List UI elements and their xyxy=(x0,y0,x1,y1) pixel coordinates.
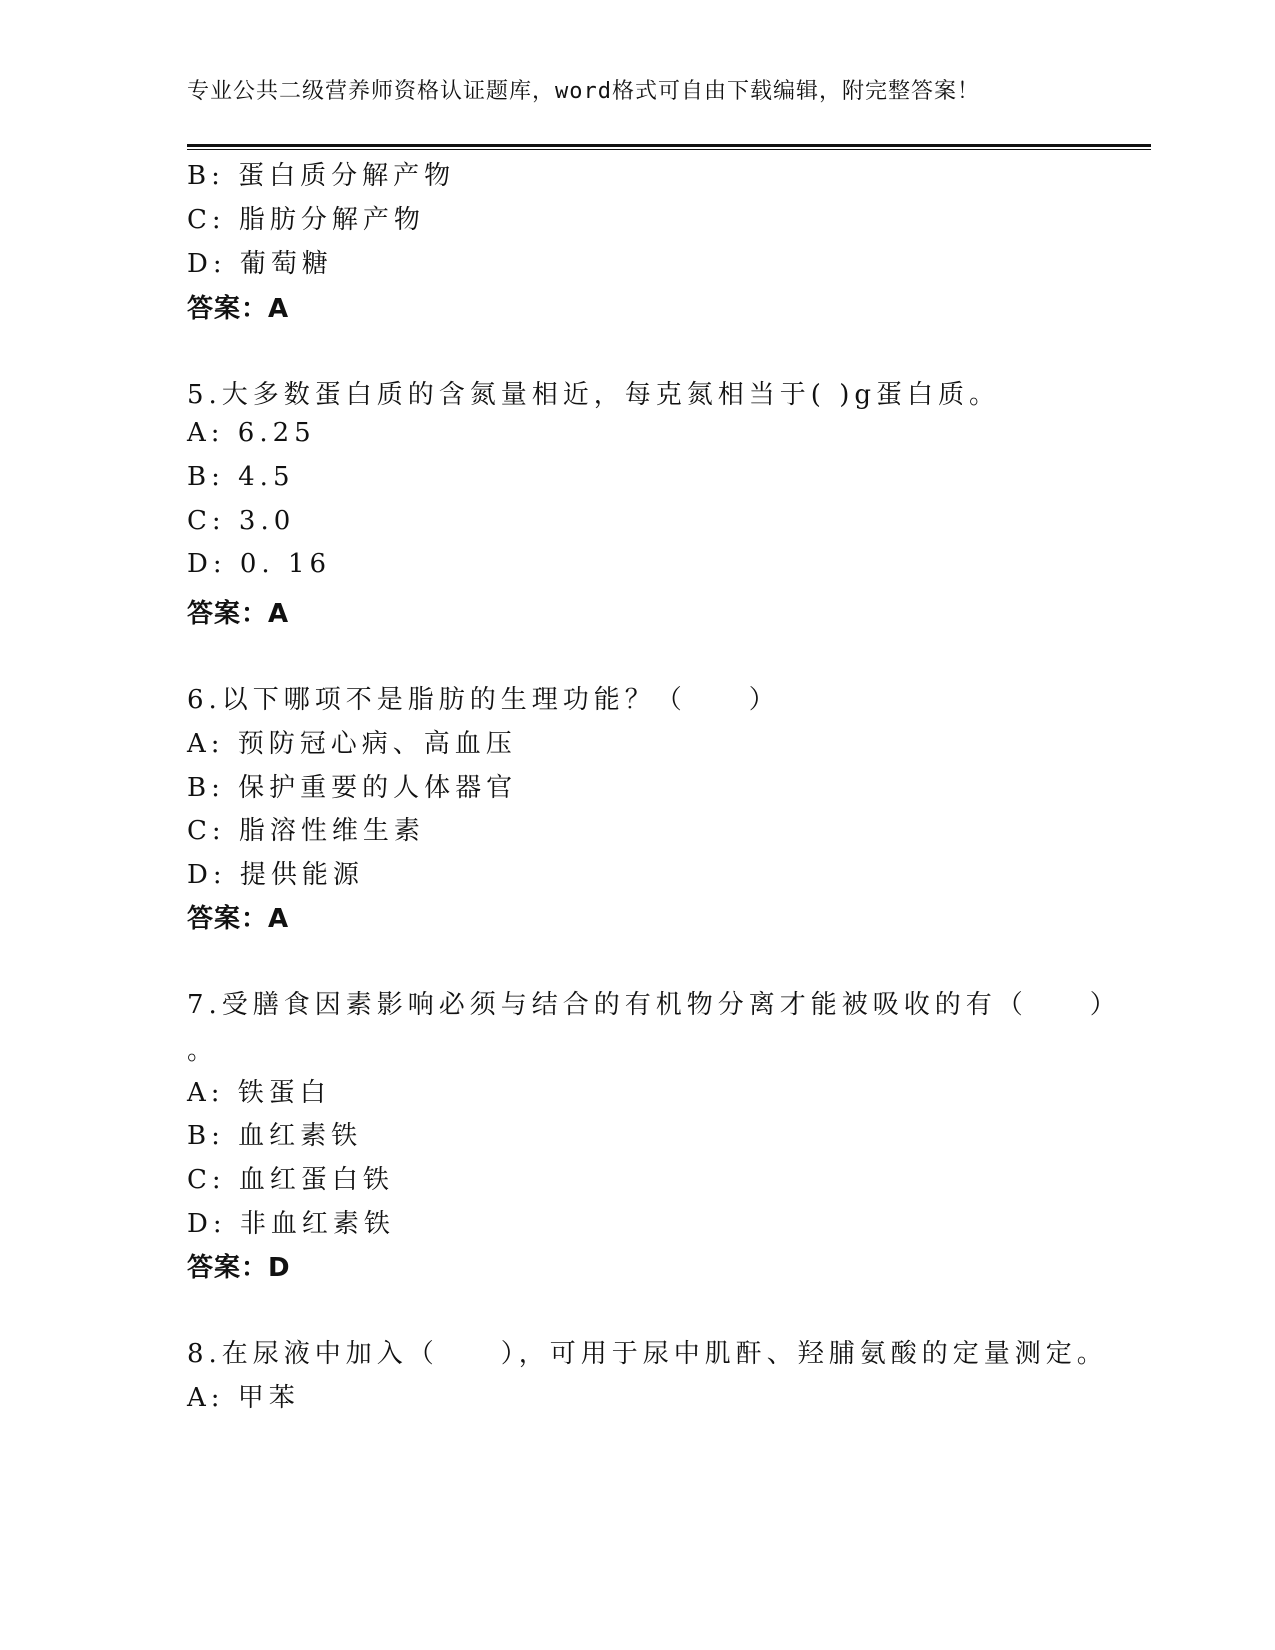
answer: 答案：A xyxy=(187,599,290,629)
option-a: A: 6.25 xyxy=(187,418,316,448)
answer: 答案：A xyxy=(187,904,290,934)
question-5-stem: 5.大多数蛋白质的含氮量相近，每克氮相当于( )g蛋白质。 xyxy=(187,380,1001,410)
option-a: A: 铁蛋白 xyxy=(187,1078,331,1108)
header-rule xyxy=(187,144,1151,150)
option-c: C: 脂溶性维生素 xyxy=(187,816,425,846)
option-c: C: 3.0 xyxy=(187,506,296,536)
page-header: 专业公共二级营养师资格认证题库，word格式可自由下载编辑，附完整答案！ xyxy=(187,79,980,104)
option-b: B: 蛋白质分解产物 xyxy=(187,161,456,191)
option-b: B: 4.5 xyxy=(187,462,295,492)
answer: 答案：A xyxy=(187,294,290,324)
question-6-stem: 6.以下哪项不是脂肪的生理功能？（ ） xyxy=(187,685,780,715)
question-7-stem-continued: 。 xyxy=(187,1036,219,1066)
option-d: D: 葡萄糖 xyxy=(187,249,333,279)
option-a: A: 预防冠心病、高血压 xyxy=(187,729,517,759)
question-7-stem: 7.受膳食因素影响必须与结合的有机物分离才能被吸收的有（ ） xyxy=(187,990,1121,1020)
option-d: D: 提供能源 xyxy=(187,860,364,890)
option-b: B: 血红素铁 xyxy=(187,1121,363,1151)
option-c: C: 脂肪分解产物 xyxy=(187,205,425,235)
option-c: C: 血红蛋白铁 xyxy=(187,1165,394,1195)
answer: 答案：D xyxy=(187,1253,291,1283)
option-d: D: 0. 16 xyxy=(187,549,332,579)
option-d: D: 非血红素铁 xyxy=(187,1209,395,1239)
option-a: A: 甲苯 xyxy=(187,1383,300,1413)
question-8-stem: 8.在尿液中加入（ ），可用于尿中肌酐、羟脯氨酸的定量测定。 xyxy=(187,1339,1108,1369)
option-b: B: 保护重要的人体器官 xyxy=(187,773,518,803)
